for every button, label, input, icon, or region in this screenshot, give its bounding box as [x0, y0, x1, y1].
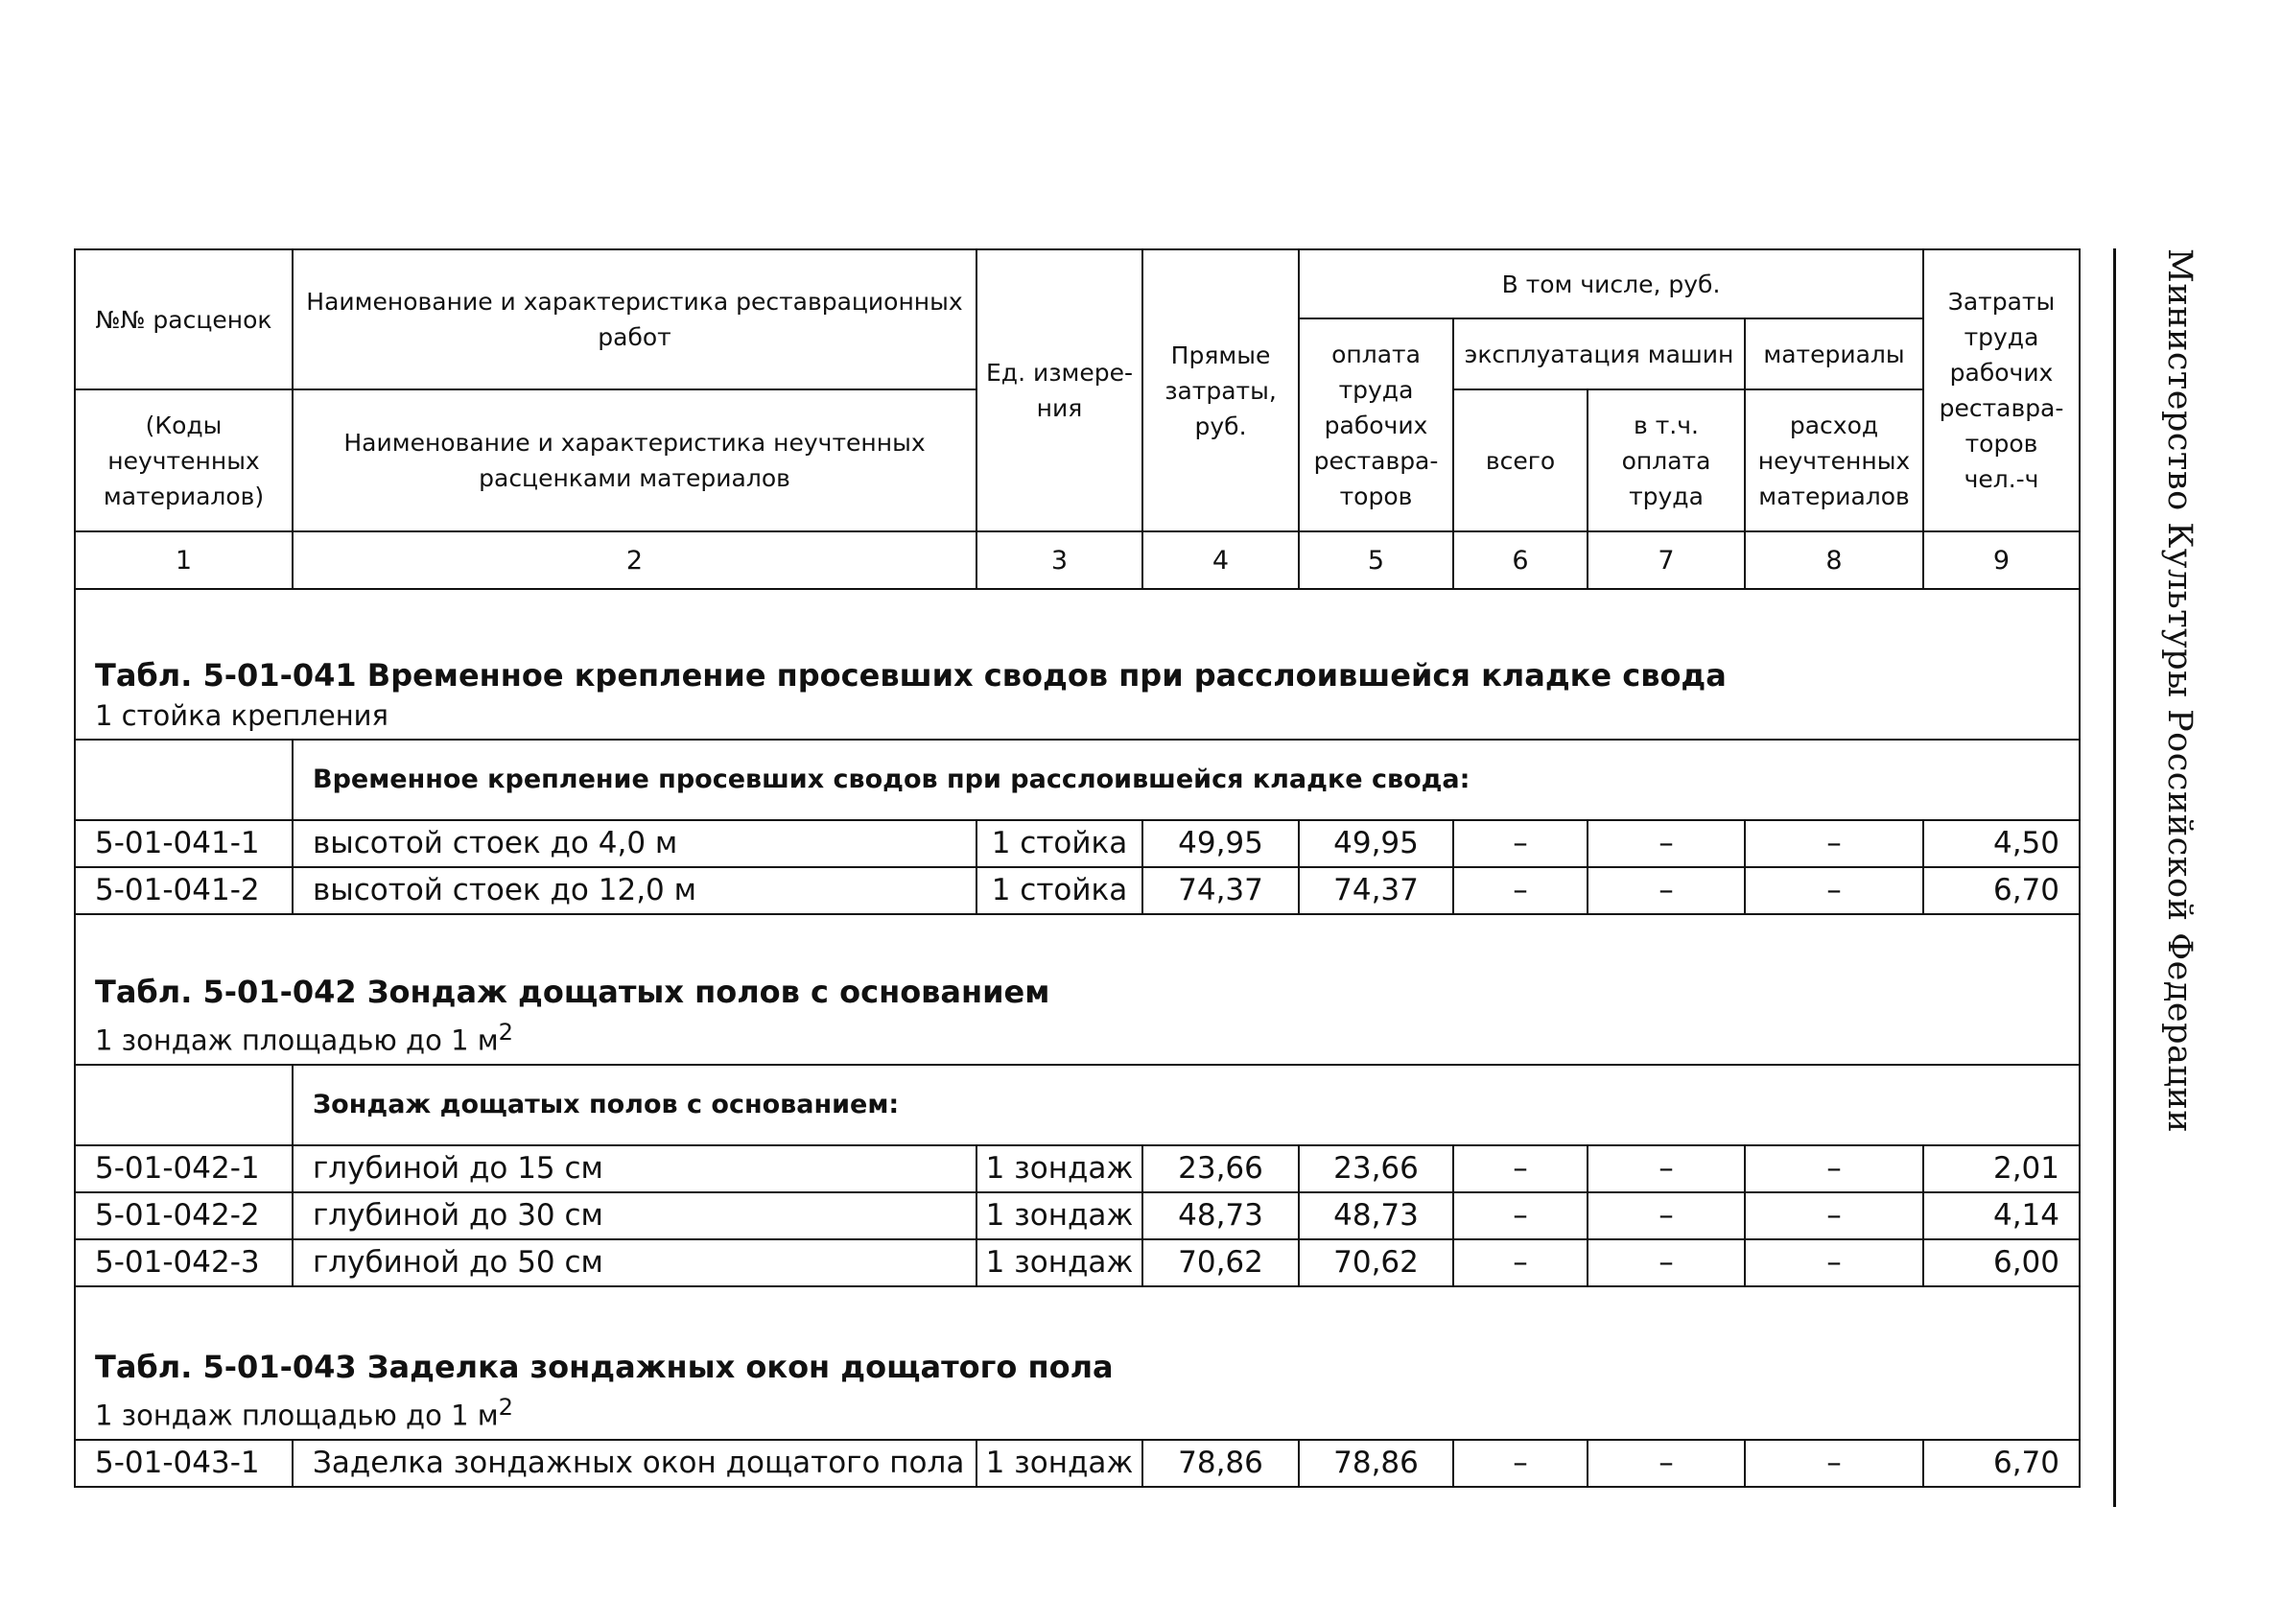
header-code: №№ расценок — [75, 249, 293, 389]
column-number: 6 — [1453, 531, 1588, 589]
machines-labor: – — [1588, 820, 1745, 867]
side-caption: Министерство Культуры Российской Федерации — [2160, 248, 2199, 1134]
machines-labor: – — [1588, 867, 1745, 914]
header-material-codes: (Коды неучтенных материалов) — [75, 389, 293, 531]
labor-pay: 74,37 — [1299, 867, 1453, 914]
direct-costs: 49,95 — [1142, 820, 1299, 867]
column-number: 1 — [75, 531, 293, 589]
work-name: высотой стоек до 12,0 м — [293, 867, 976, 914]
rate-code: 5-01-042-1 — [75, 1145, 293, 1192]
column-number: 3 — [976, 531, 1142, 589]
direct-costs: 23,66 — [1142, 1145, 1299, 1192]
unit-cell: 1 зондаж — [976, 1145, 1142, 1192]
section-unit — [95, 1388, 2079, 1435]
rate-code: 5-01-041-2 — [75, 867, 293, 914]
column-number: 4 — [1142, 531, 1299, 589]
column-number-row — [75, 531, 2080, 589]
labor-pay: 23,66 — [1299, 1145, 1453, 1192]
machines-labor: – — [1588, 1145, 1745, 1192]
header-labor-pay: оплата труда рабочих реставра-торов — [1299, 318, 1453, 531]
unit-cell: 1 стойка — [976, 867, 1142, 914]
labor-pay: 48,73 — [1299, 1192, 1453, 1239]
table-row — [75, 1192, 2080, 1239]
subtitle-row — [75, 740, 2080, 820]
direct-costs: 48,73 — [1142, 1192, 1299, 1239]
column-number: 2 — [293, 531, 976, 589]
table-row — [75, 1239, 2080, 1286]
materials-use: – — [1745, 1440, 1923, 1487]
subtitle-row — [75, 1065, 2080, 1145]
rate-code: 5-01-042-3 — [75, 1239, 293, 1286]
column-number: 9 — [1923, 531, 2080, 589]
machines-total: – — [1453, 1192, 1588, 1239]
table-row — [75, 1145, 2080, 1192]
materials-use: – — [1745, 867, 1923, 914]
labor-hours: 6,70 — [1923, 867, 2080, 914]
header-including-group: В том числе, руб. — [1299, 249, 1923, 318]
header-unit: Ед. измере-ния — [976, 249, 1142, 531]
subtitle-cell — [293, 1065, 2080, 1145]
labor-hours: 4,14 — [1923, 1192, 2080, 1239]
column-number: 7 — [1588, 531, 1745, 589]
section-unit: 1 стойка крепления — [95, 699, 388, 732]
machines-total: – — [1453, 1145, 1588, 1192]
machines-total: – — [1453, 820, 1588, 867]
section-header — [75, 1286, 2080, 1440]
header-machines-labor: в т.ч. оплата труда — [1588, 389, 1745, 531]
header-machines: эксплуатация машин — [1453, 318, 1745, 389]
column-number: 5 — [1299, 531, 1453, 589]
materials-use: – — [1745, 820, 1923, 867]
subtitle-spacer — [75, 740, 293, 820]
work-name: глубиной до 50 см — [293, 1239, 976, 1286]
subtitle-text: Временное крепление просевших сводов при расслоившейся кладке свода: — [313, 765, 1470, 794]
section-header-cell — [75, 589, 2080, 740]
header-materials: материалы — [1745, 318, 1923, 389]
table-row — [75, 820, 2080, 867]
section-header — [75, 914, 2080, 1065]
section-title: Табл. 5-01-042 Зондаж дощатых полов с основанием — [95, 974, 1050, 1011]
rate-code: 5-01-043-1 — [75, 1440, 293, 1487]
rates-table — [74, 248, 2081, 1488]
direct-costs: 70,62 — [1142, 1239, 1299, 1286]
subtitle-cell — [293, 740, 2080, 820]
direct-costs: 74,37 — [1142, 867, 1299, 914]
machines-labor: – — [1588, 1440, 1745, 1487]
header-direct-costs: Прямые затраты, руб. — [1142, 249, 1299, 531]
column-number: 8 — [1745, 531, 1923, 589]
direct-costs: 78,86 — [1142, 1440, 1299, 1487]
header-material-names: Наименование и характеристика неучтенных расценками материалов — [293, 389, 976, 531]
section-title: Табл. 5-01-041 Временное крепление просевших сводов при расслоившейся кладке свода — [95, 657, 1727, 694]
header-name: Наименование и характеристика реставрационных работ — [293, 249, 976, 389]
labor-pay: 78,86 — [1299, 1440, 1453, 1487]
section-header-cell — [75, 914, 2080, 1065]
labor-pay: 49,95 — [1299, 820, 1453, 867]
unit-cell: 1 зондаж — [976, 1239, 1142, 1286]
section-header-cell — [75, 1286, 2080, 1440]
labor-hours: 4,50 — [1923, 820, 2080, 867]
work-name: Заделка зондажных окон дощатого пола — [293, 1440, 976, 1487]
superscript: 2 — [498, 1394, 513, 1422]
section-title: Табл. 5-01-043 Заделка зондажных окон дощатого пола — [95, 1349, 1114, 1386]
materials-use: – — [1745, 1145, 1923, 1192]
section-unit-text: 1 зондаж площадью до 1 м — [95, 1024, 499, 1057]
unit-cell: 1 стойка — [976, 820, 1142, 867]
machines-total: – — [1453, 1440, 1588, 1487]
labor-hours: 2,01 — [1923, 1145, 2080, 1192]
section-unit — [95, 1013, 2079, 1060]
rate-code: 5-01-041-1 — [75, 820, 293, 867]
unit-cell: 1 зондаж — [976, 1192, 1142, 1239]
work-name: высотой стоек до 4,0 м — [293, 820, 976, 867]
work-name: глубиной до 15 см — [293, 1145, 976, 1192]
materials-use: – — [1745, 1192, 1923, 1239]
machines-labor: – — [1588, 1239, 1745, 1286]
machines-labor: – — [1588, 1192, 1745, 1239]
superscript: 2 — [498, 1019, 513, 1047]
labor-hours: 6,00 — [1923, 1239, 2080, 1286]
labor-pay: 70,62 — [1299, 1239, 1453, 1286]
unit-cell: 1 зондаж — [976, 1440, 1142, 1487]
labor-hours: 6,70 — [1923, 1440, 2080, 1487]
section-header — [75, 589, 2080, 740]
section-unit-text: 1 зондаж площадью до 1 м — [95, 1400, 499, 1432]
materials-use: – — [1745, 1239, 1923, 1286]
machines-total: – — [1453, 1239, 1588, 1286]
side-caption-bar — [2113, 248, 2199, 1507]
subtitle-spacer — [75, 1065, 293, 1145]
header-labor-hours: Затраты труда рабочих реставра-торов чел.-ч — [1923, 249, 2080, 531]
machines-total: – — [1453, 867, 1588, 914]
work-name: глубиной до 30 см — [293, 1192, 976, 1239]
header-machines-total: всего — [1453, 389, 1588, 531]
rate-code: 5-01-042-2 — [75, 1192, 293, 1239]
subtitle-text: Зондаж дощатых полов с основанием: — [313, 1090, 900, 1119]
table-row — [75, 867, 2080, 914]
header-materials-use: расход неучтенных материалов — [1745, 389, 1923, 531]
table-row — [75, 1440, 2080, 1487]
